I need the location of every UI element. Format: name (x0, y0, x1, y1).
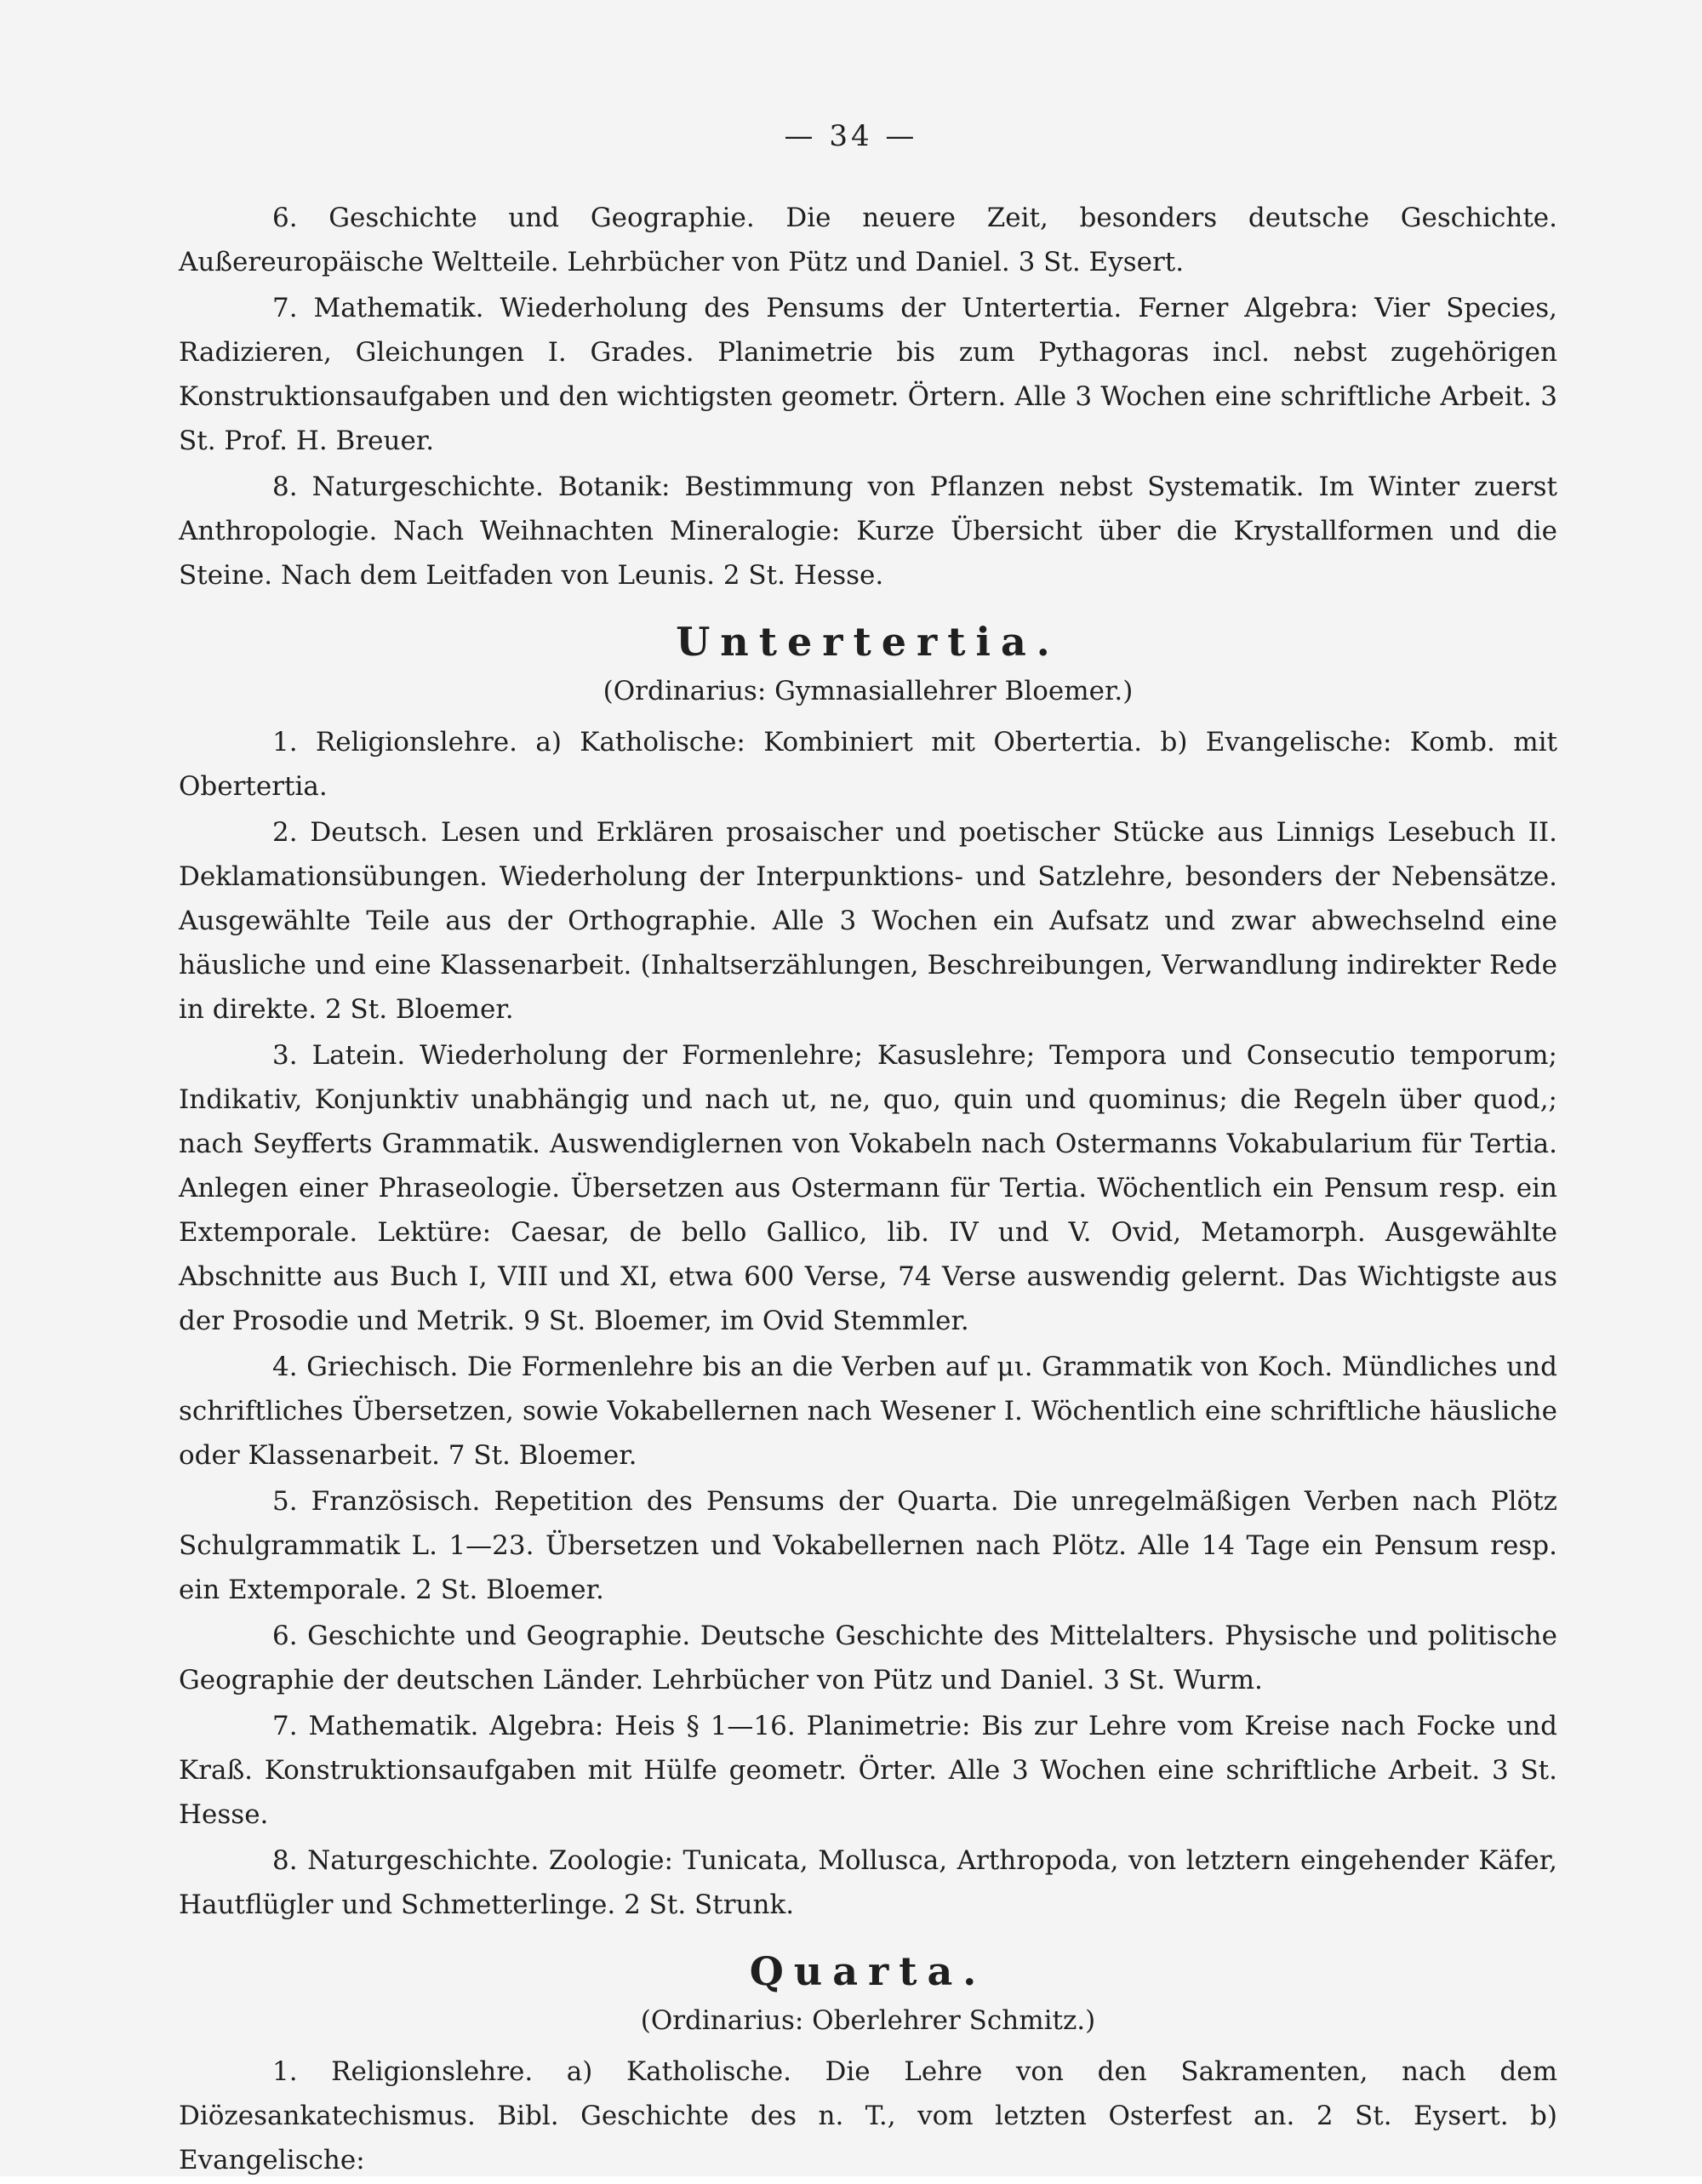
paragraph-geschichte-obertertia: 6. Geschichte und Geographie. Die neuere Zeit, besonders deutsche Geschichte. Außereuropäische Weltteile. Lehrbücher von Pütz und Daniel. 3 St. Eysert. (179, 203, 1557, 277)
section-subtitle-untertertia: (Ordinarius: Gymnasiallehrer Bloemer.) (603, 676, 1134, 706)
paragraph-mathematik-untertertia: 7. Mathematik. Algebra: Heis § 1—16. Planimetrie: Bis zur Lehre vom Kreise nach Focke und Kraß. Konstruktionsaufgaben mit Hülfe geometr. Örter. Alle 3 Wochen eine schriftliche Arbeit. 3 St. Hesse. (179, 1711, 1557, 1830)
section-title-untertertia: Untertertia. (676, 619, 1060, 665)
section-subtitle-quarta: (Ordinarius: Oberlehrer Schmitz.) (640, 2005, 1096, 2036)
section-title-quarta: Quarta. (749, 1948, 987, 1994)
paragraph-naturgeschichte-obertertia: 8. Naturgeschichte. Botanik: Bestimmung von Pflanzen nebst Systematik. Im Winter zuerst Anthropologie. Nach Weihnachten Mineralogie: Kurze Übersicht über die Krystallformen und die Steine. Nach dem Leitfaden von Leunis. 2 St. Hesse. (179, 472, 1557, 591)
page-number: — 34 — (784, 119, 918, 153)
paragraph-geschichte-untertertia: 6. Geschichte und Geographie. Deutsche Geschichte des Mittelalters. Physische und politische Geographie der deutschen Länder. Lehrbücher von Pütz und Daniel. 3 St. Wurm. (179, 1621, 1557, 1695)
paragraph-religionslehre-quarta: 1. Religionslehre. a) Katholische. Die Lehre von den Sakramenten, nach dem Diözesankatechismus. Bibl. Geschichte des n. T., vom letzten Osterfest an. 2 St. Eysert. b) Evangelische: (179, 2056, 1557, 2175)
paragraph-religionslehre-untertertia: 1. Religionslehre. a) Katholische: Kombiniert mit Obertertia. b) Evangelische: Komb. mit Obertertia. (179, 727, 1557, 802)
page-body (179, 196, 1557, 2184)
paragraph-deutsch-untertertia: 2. Deutsch. Lesen und Erklären prosaischer und poetischer Stücke aus Linnigs Lesebuch II. Deklamationsübungen. Wiederholung der Interpunktions- und Satzlehre, besonders der Nebensätze. Ausgewählte Teile aus der Orthographie. Alle 3 Wochen ein Aufsatz und zwar abwechselnd eine häusliche und eine Klassenarbeit. (Inhaltserzählungen, Beschreibungen, Verwandlung indirekter Rede in direkte. 2 St. Bloemer. (179, 817, 1557, 1025)
paragraph-griechisch-untertertia: 4. Griechisch. Die Formenlehre bis an die Verben auf μι. Grammatik von Koch. Mündliches und schriftliches Übersetzen, sowie Vokabellernen nach Wesener I. Wöchentlich eine schriftliche häusliche oder Klassenarbeit. 7 St. Bloemer. (179, 1352, 1557, 1471)
paragraph-naturgeschichte-untertertia: 8. Naturgeschichte. Zoologie: Tunicata, Mollusca, Arthropoda, von letztern eingehender Käfer, Hautflügler und Schmetterlinge. 2 St. Strunk. (179, 1845, 1557, 1920)
paragraph-latein-untertertia: 3. Latein. Wiederholung der Formenlehre; Kasuslehre; Tempora und Consecutio temporum; Indikativ, Konjunktiv unabhängig und nach ut, ne, quo, quin und quominus; die Regeln über quod,; nach Seyfferts Grammatik. Auswendiglernen von Vokabeln nach Ostermanns Vokabularium für Tertia. Anlegen einer Phraseologie. Übersetzen aus Ostermann für Tertia. Wöchentlich ein Pensum resp. ein Extemporale. Lektüre: Caesar, de bello Gallico, lib. IV und V. Ovid, Metamorph. Ausgewählte Abschnitte aus Buch I, VIII und XI, etwa 600 Verse, 74 Verse auswendig gelernt. Das Wichtigste aus der Prosodie und Metrik. 9 St. Bloemer, im Ovid Stemmler. (179, 1040, 1557, 1336)
paragraph-franzoesisch-untertertia: 5. Französisch. Repetition des Pensums der Quarta. Die unregelmäßigen Verben nach Plötz Schulgrammatik L. 1—23. Übersetzen und Vokabellernen nach Plötz. Alle 14 Tage ein Pensum resp. ein Extemporale. 2 St. Bloemer. (179, 1486, 1557, 1605)
paragraph-mathematik-obertertia: 7. Mathematik. Wiederholung des Pensums der Untertertia. Ferner Algebra: Vier Species, Radizieren, Gleichungen I. Grades. Planimetrie bis zum Pythagoras incl. nebst zugehörigen Konstruktionsaufgaben und den wichtigsten geometr. Örtern. Alle 3 Wochen eine schriftliche Arbeit. 3 St. Prof. H. Breuer. (179, 293, 1557, 456)
